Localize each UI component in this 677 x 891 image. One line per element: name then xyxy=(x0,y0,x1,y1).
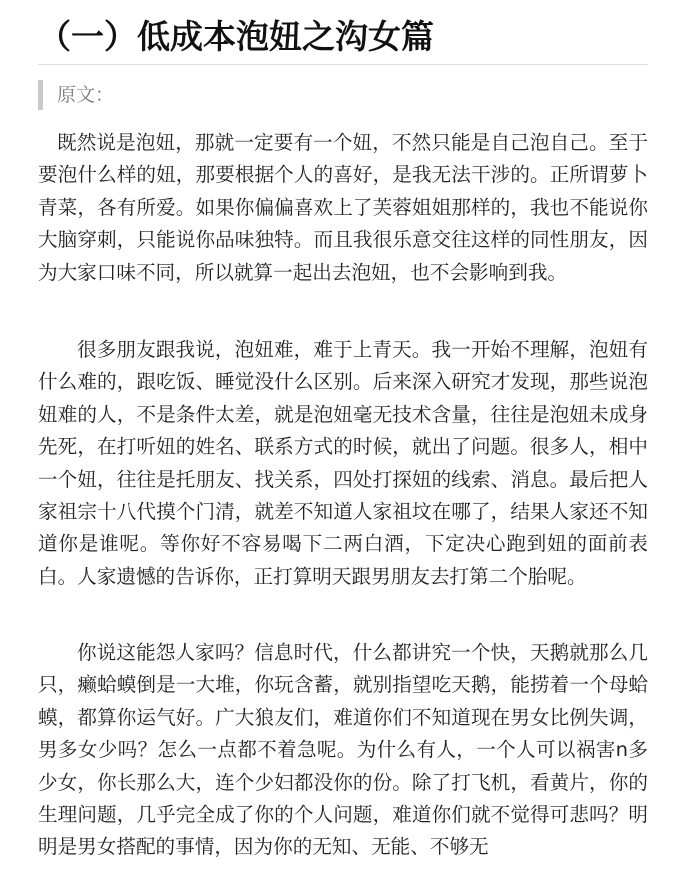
paragraph-3: 你说这能怨人家吗？信息时代，什么都讲究一个快，天鹅就那么几只，癞蛤蟆倒是一大堆，你玩含蓄，就别指望吃天鹅，能捞着一个母蛤蟆，都算你运气好。广大狼友们，难道你们不知道现在男女比例失调，男多女少吗？怎么一点都不着急呢。为什么有人，一个人可以祸害n多少女，你长那么大，连个少妇都没你的份。除了打飞机，看黄片，你的生理问题，几乎完全成了你的个人问题，难道你们就不觉得可悲吗？明明是男女搭配的事情，因为你的无知、无能、不够无 xyxy=(38,641,648,859)
title-divider xyxy=(38,64,648,65)
paragraph-2: 很多朋友跟我说，泡妞难，难于上青天。我一开始不理解，泡妞有什么难的，跟吃饭、睡觉没什么区别。后来深入研究才发现，那些说泡妞难的人，不是条件太差，就是泡妞毫无技术含量，往往是泡妞未成身先死，在打听妞的姓名、联系方式的时候，就出了问题。很多人，相中一个妞，往往是托朋友、找关系，四处打探妞的线索、消息。最后把人家祖宗十八代摸个门清，就差不知道人家祖坟在哪了，结果人家还不知道你是谁呢。等你好不容易喝下二两白酒，下定决心跑到妞的面前表白。人家遗憾的告诉你，正打算明天跟男朋友去打第二个胎呢。 xyxy=(38,338,648,588)
article-title: （一）低成本泡妞之沟女篇 xyxy=(38,17,434,56)
source-quote-label: 原文： xyxy=(57,84,115,106)
source-quote-block xyxy=(38,80,243,110)
paragraph-1: 既然说是泡妞，那就一定要有一个妞，不然只能是自己泡自己。至于要泡什么样的妞，那要根据个人的喜好，是我无法干涉的。正所谓萝卜青菜，各有所爱。如果你偏偏喜欢上了芙蓉姐姐那样的，我也不能说你大脑穿刺，只能说你品味独特。而且我很乐意交往这样的同性朋友，因为大家口味不同，所以就算一起出去泡妞，也不会影响到我。 xyxy=(38,131,648,284)
